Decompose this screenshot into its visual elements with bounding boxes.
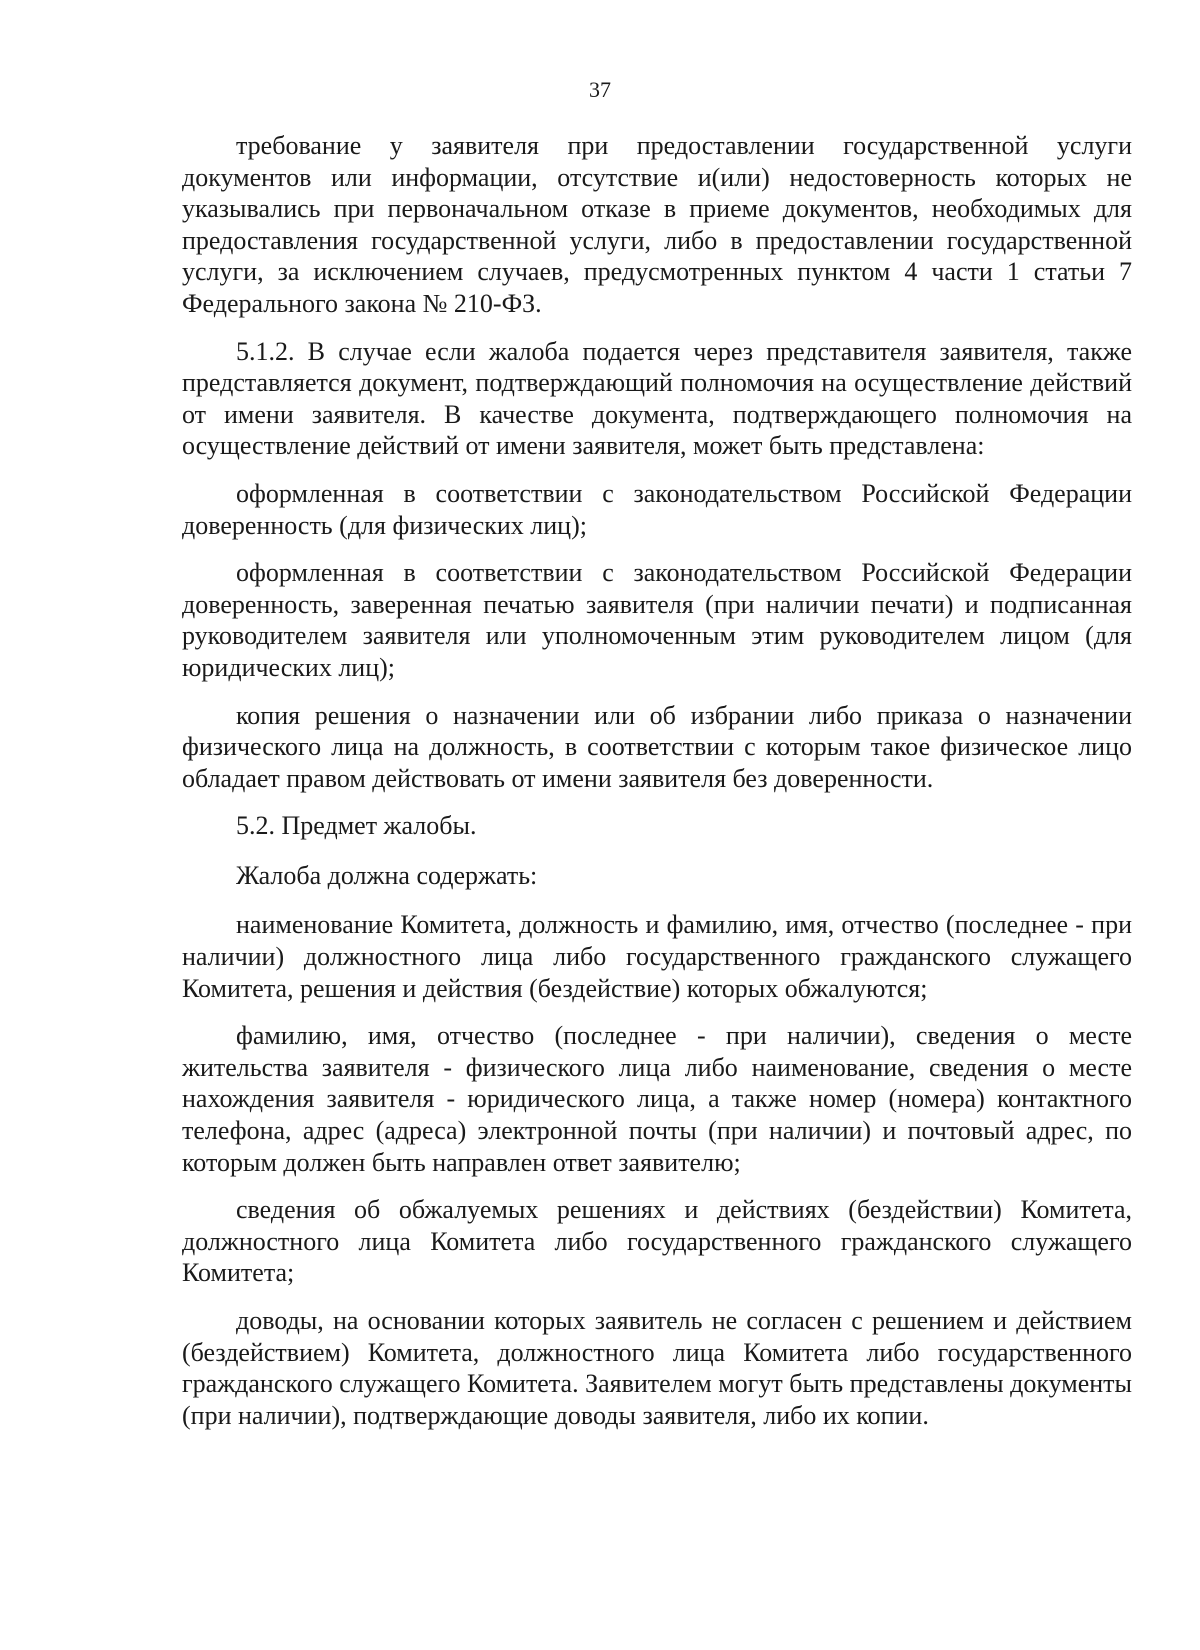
paragraph-complaint-must-contain: Жалоба должна содержать: (236, 860, 538, 890)
paragraph-applicant-details: фамилию, имя, отчество (последнее - при наличии), сведения о месте жительства заявителя - физического лица либо наименование, сведения о месте нахождения заявителя - юридического лица, а также номер (номера) контактного телефона, адрес (адреса) электронной почты (при наличии) и почтовый адрес, по которым должен быть направлен ответ заявителю; (182, 1021, 1132, 1177)
paragraph-power-of-attorney-individuals: оформленная в соответствии с законодательством Российской Федерации доверенность (для физических лиц); (182, 478, 1132, 540)
document-body (182, 130, 1132, 1447)
paragraph-5-2-subject-heading: 5.2. Предмет жалобы. (236, 811, 477, 841)
paragraph-committee-official-name: наименование Комитета, должность и фамилию, имя, отчество (последнее - при наличии) должностного лица либо государственного гражданского служащего Комитета, решения и действия (бездействие) которых обжалуются; (182, 910, 1132, 1003)
page-number: 37 (589, 77, 611, 102)
paragraph-appealed-decisions: сведения об обжалуемых решениях и действиях (бездействии) Комитета, должностного лица Комитета либо государственного гражданского служащего Комитета; (182, 1195, 1132, 1288)
paragraph-appointment-decision-copy: копия решения о назначении или об избрании либо приказа о назначении физического лица на должность, в соответствии с которым такое физическое лицо обладает правом действовать от имени заявителя без доверенности. (182, 700, 1132, 793)
paragraph-requirement-documents: требование у заявителя при предоставлении государственной услуги документов или информации, отсутствие и(или) недостоверность которых не указывались при первоначальном отказе в приеме документов, необходимых для предоставления государственной услуги, либо в предоставлении государственной услуги, за исключением случаев, предусмотренных пунктом 4 части 1 статьи 7 Федерального закона № 210-ФЗ. (182, 131, 1132, 318)
paragraph-5-1-2-representative: 5.1.2. В случае если жалоба подается через представителя заявителя, также представляется документ, подтверждающий полномочия на осуществление действий от имени заявителя. В качестве документа, подтверждающего полномочия на осуществление действий от имени заявителя, может быть представлена: (182, 336, 1132, 461)
paragraph-power-of-attorney-legal-entities: оформленная в соответствии с законодательством Российской Федерации доверенность, заверенная печатью заявителя (при наличии печати) и подписанная руководителем заявителя или уполномоченным этим руководителем лицом (для юридических лиц); (182, 558, 1132, 682)
paragraph-arguments-disagreement: доводы, на основании которых заявитель не согласен с решением и действием (бездействием) Комитета, должностного лица Комитета либо государственного гражданского служащего Комитета. Заявителем могут быть представлены документы (при наличии), подтверждающие доводы заявителя, либо их копии. (182, 1306, 1132, 1430)
